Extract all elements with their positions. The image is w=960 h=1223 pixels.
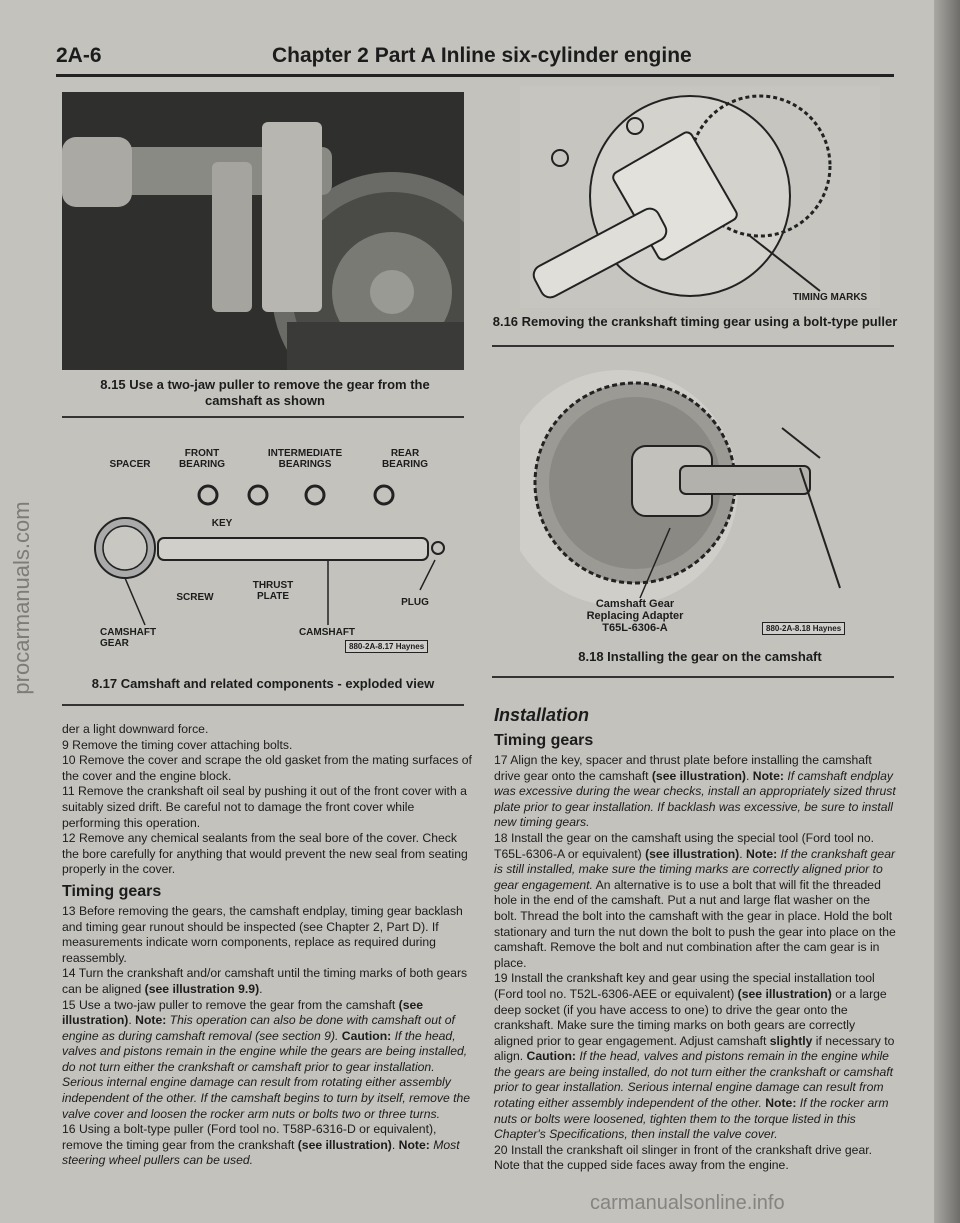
label-thrust-plate: THRUST PLATE [252, 580, 294, 602]
p19-caution-label: Caution: [526, 1049, 576, 1064]
label-plug: PLUG [401, 597, 429, 608]
p16-ref: (see illustration) [297, 1137, 392, 1152]
figure-8-15-photo [62, 92, 464, 370]
label-camshaft: CAMSHAFT [298, 627, 356, 638]
left-text-column [62, 722, 472, 1169]
figure-8-18-caption: 8.18 Installing the gear on the camshaft [578, 649, 822, 664]
chapter-title: Chapter 2 Part A Inline six-cylinder engine [272, 44, 692, 67]
puller-photo-drawing [62, 92, 464, 370]
p17-ref: (see illustration) [651, 768, 746, 783]
paragraph-15 [62, 998, 472, 1123]
page-header [56, 38, 894, 78]
p15-caution-label: Caution: [341, 1028, 392, 1043]
p15-note: This operation can also be done with camshaft out of engine as during camshaft removal (see section 9). [62, 1013, 455, 1043]
p18-rest: An alternative is to use a bolt that will fit the threaded hole in the end of the camshaft. Put a nut and large flat washer on the bolt. Thread the bolt into the camshaft with the gear in place. Hold the bolt stationary and turn the nut down the bolt to push the gear into place on the camshaft. Remove the bolt and nut combination after the cam gear is in place. [494, 877, 896, 970]
paragraph-12: 12 Remove any chemical sealants from the seal bore of the cover. Check the bore carefully for anything that would prevent the new seal from seating properly in the cover. [62, 831, 468, 877]
figure-8-17-rule [62, 704, 464, 706]
p16-text: 16 Using a bolt-type puller (Ford tool no. T58P-6316-D or equivalent), remove the timing gear from the crankshaft [62, 1122, 437, 1152]
heading-timing-gears-left: Timing gears [62, 882, 162, 900]
p14-text: 14 Turn the crankshaft and/or camshaft until the timing marks of both gears can be aligned [62, 966, 468, 996]
figure-8-16-drawing [520, 86, 880, 308]
page-edge-shadow [934, 0, 960, 1223]
figure-8-16-rule [492, 345, 894, 347]
paragraph-17 [494, 753, 896, 831]
paragraph-20: 20 Install the crankshaft oil slinger in front of the crankshaft drive gear. Note that the cupped side faces away from the engine. [494, 1142, 873, 1173]
figure-8-18-drawing [520, 358, 880, 608]
right-text-column [494, 704, 896, 1174]
paragraph-18 [494, 831, 896, 971]
p19-align: if necessary to align. [494, 1033, 895, 1064]
heading-installation: Installation [494, 705, 590, 725]
heading-timing-gears-right: Timing gears [494, 732, 594, 749]
side-watermark [2, 470, 42, 730]
label-intermediate-bearings: INTERMEDIATE BEARINGS [267, 448, 343, 470]
paragraph-13: 13 Before removing the gears, the camshaft endplay, timing gear backlash and timing gear runout should be inspected (see Chapter 2, Part D). If measurements indicate worn components, replace as required during reassembly. [62, 903, 463, 965]
figure-8-16-caption: 8.16 Removing the crankshaft timing gear using a bolt-type puller [492, 314, 898, 329]
paragraph-10: 10 Remove the cover and scrape the old gasket from the mating surfaces of the cover and the engine block. [62, 753, 472, 783]
p16-note-label: Note: [398, 1137, 430, 1152]
figure-8-15-caption: 8.15 Use a two-jaw puller to remove the gear from the camshaft as shown [100, 377, 430, 408]
header-rule [56, 74, 894, 77]
p15-text: 15 Use a two-jaw puller to remove the gear from the camshaft [62, 997, 399, 1012]
figure-8-15-rule [62, 416, 464, 418]
label-front-bearing: FRONT BEARING [178, 448, 226, 470]
page-number: 2A-6 [56, 44, 102, 67]
p17-sep: . [746, 768, 753, 783]
figure-8-17-tag: 880-2A-8.17 Haynes [345, 640, 428, 653]
p19-ref: (see illustration) [737, 986, 832, 1001]
paragraph-11: 11 Remove the crankshaft oil seal by pushing it out of the front cover with a suitably sized drift. Be careful not to damage the front cover while performing this operation. [62, 784, 467, 830]
p17-note-label: Note: [752, 768, 784, 783]
label-spacer: SPACER [109, 459, 151, 470]
p19-note: If the rocker arm nuts or bolts were loosened, tighten them to the torque listed in this Chapter's Specifications, then install the valve cover. [494, 1096, 889, 1142]
figure-8-18-tag: 880-2A-8.18 Haynes [762, 622, 845, 635]
p18-text: 18 Install the gear on the camshaft using the special tool (Ford tool no. T65L-6306-A or equivalent) [494, 830, 875, 861]
p14-ref: (see illustration 9.9) [144, 981, 260, 996]
label-screw: SCREW [176, 592, 214, 603]
figure-8-18-rule [492, 676, 894, 678]
side-watermark-text: procarmanuals.com [9, 501, 34, 695]
paragraph-19 [494, 971, 896, 1143]
p17-text: 17 Align the key, spacer and thrust plate before installing the camshaft drive gear onto the camshaft [494, 753, 872, 783]
p19-mid: or a large deep socket (if you have access to one) to drive the gear onto the crankshaft. Make sure the timing marks on both gears are correctly aligned prior to gear engagement. Adjust camshaft [494, 986, 887, 1048]
label-key: KEY [211, 518, 233, 529]
timing-marks-label: TIMING MARKS [792, 292, 868, 303]
paragraph-14 [62, 966, 472, 997]
p16-note: Most steering wheel pullers can be used. [62, 1137, 460, 1168]
p17-note: If camshaft endplay was excessive during the wear checks, install an appropriately sized thrust plate prior to gear installation. If backlash was excessive, be sure to install new timing gears. [494, 768, 896, 830]
p15-ref: (see illustration) [62, 997, 424, 1028]
paragraph-9: 9 Remove the timing cover attaching bolts. [62, 737, 293, 752]
label-rear-bearing: REAR BEARING [381, 448, 429, 470]
p14-end: . [259, 981, 263, 996]
camshaft-gear-install-drawing [520, 358, 880, 608]
bottom-watermark: carmanualsonline.info [590, 1192, 785, 1214]
paragraph-continuation: der a light downward force. [62, 722, 209, 736]
p19-slightly: slightly [769, 1033, 813, 1048]
figure-8-17-caption: 8.17 Camshaft and related components - exploded view [91, 676, 435, 691]
p16-sep: . [391, 1137, 399, 1152]
label-camshaft-gear-adapter: Camshaft Gear Replacing Adapter T65L-6306-A [586, 598, 684, 634]
label-camshaft-gear: CAMSHAFT GEAR [100, 627, 157, 649]
p19-note-label: Note: [765, 1096, 797, 1111]
p15-caution: If the head, valves and pistons remain in the engine while the gears are being installed, do not turn either the crankshaft or camshaft prior to gear installation. Serious internal engine damage can result from rotating either assembly independent of the other. If the camshaft begins to turn by itself, remove the valve cover and loosen the rocker arm nuts or bolts two or three turns. [62, 1028, 471, 1121]
p18-ref: (see illustration) [645, 846, 740, 861]
p19-text: 19 Install the crankshaft key and gear using the special installation tool (Ford tool no. T52L-6306-AEE or equivalent) [494, 971, 875, 1001]
p18-note-label: Note: [746, 846, 778, 861]
p15-note-label: Note: [135, 1013, 167, 1028]
p18-sep: . [739, 846, 747, 861]
bolt-puller-drawing [520, 86, 880, 308]
paragraph-16 [62, 1122, 472, 1169]
p15-sep: . [128, 1013, 136, 1028]
p19-caution: If the head, valves and pistons remain in the engine while the gears are being installed, do not turn either the crankshaft or camshaft prior to gear installation. Serious internal engine damage can result from rotating either assembly independent of the other. [494, 1049, 894, 1111]
p18-note: If the crankshaft gear is still installed, make sure the timing marks are correctly aligned prior to gear engagement. [494, 846, 896, 892]
